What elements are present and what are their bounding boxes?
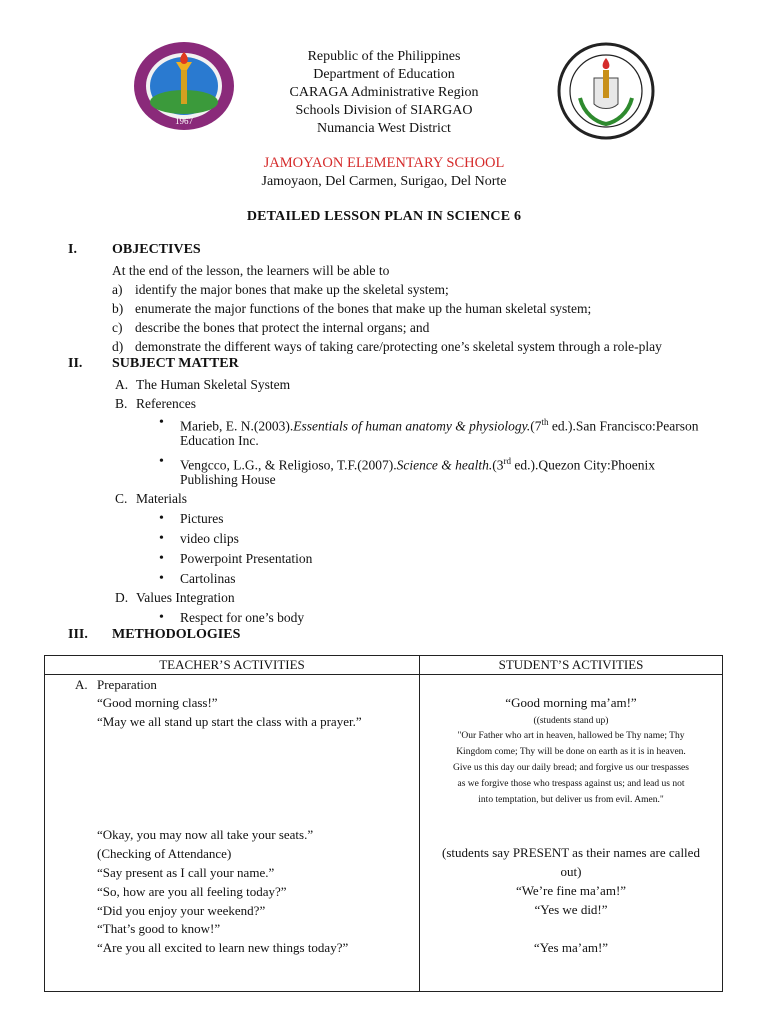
- teacher-line: (Checking of Attendance): [97, 846, 232, 861]
- teacher-activities-header: TEACHER’S ACTIVITIES: [45, 656, 420, 675]
- student-line: “Yes ma’am!”: [533, 940, 609, 955]
- student-note: ((students stand up): [533, 716, 609, 726]
- prayer-line: as we forgive those who trespass against us; and lead us not: [457, 779, 685, 789]
- reference-item: • Marieb, E. N.(2003).Essentials of human anatomy & physiology.(7th ed.).San Francisco:Pearson: [180, 414, 698, 435]
- student-line: “We’re fine ma’am!”: [515, 883, 627, 898]
- header-line-district: Numancia West District: [317, 121, 451, 136]
- material-item: • video clips: [180, 530, 239, 547]
- prayer-line: into temptation, but deliver us from evil. Amen.": [478, 795, 664, 805]
- teacher-line: “Okay, you may now all take your seats.”: [97, 827, 314, 842]
- student-line: out): [560, 864, 582, 879]
- reference-item-cont: Education Inc.: [180, 433, 259, 448]
- preparation-label: Preparation: [97, 677, 157, 692]
- subject-letter: B.: [115, 396, 128, 411]
- section-title-methodologies: METHODOLOGIES: [112, 627, 241, 642]
- activities-table: [44, 655, 723, 992]
- teacher-line: “Are you all excited to learn new things today?”: [97, 940, 349, 955]
- objective-item: identify the major bones that make up the skeletal system;: [135, 282, 449, 297]
- section-title-objectives: OBJECTIVES: [112, 242, 201, 257]
- values-label: Values Integration: [136, 590, 235, 605]
- objective-item: describe the bones that protect the internal organs; and: [135, 320, 430, 335]
- subject-letter: A.: [115, 377, 129, 392]
- header-line-deped: Department of Education: [313, 67, 455, 82]
- reference-item-cont: Publishing House: [180, 472, 276, 487]
- header-line-region: CARAGA Administrative Region: [289, 85, 479, 100]
- objective-item: demonstrate the different ways of taking care/protecting one’s skeletal system through a role-play: [135, 339, 662, 354]
- material-item: • Cartolinas: [180, 570, 236, 587]
- objectives-intro: At the end of the lesson, the learners will be able to: [112, 263, 390, 278]
- section-number: II.: [68, 356, 83, 371]
- section-title-subject-matter: SUBJECT MATTER: [112, 356, 239, 371]
- student-line: “Yes we did!”: [534, 902, 608, 917]
- student-activities-header: STUDENT’S ACTIVITIES: [420, 656, 723, 675]
- section-number: I.: [68, 242, 77, 257]
- prayer-line: Kingdom come; Thy will be done on earth as it is in heaven.: [456, 747, 686, 757]
- teacher-line: “Good morning class!”: [97, 695, 218, 710]
- section-number: III.: [68, 627, 88, 642]
- objective-letter: d): [112, 339, 124, 354]
- teacher-line: “Say present as I call your name.”: [97, 865, 275, 880]
- teacher-activities-cell: [45, 675, 420, 992]
- materials-label: Materials: [136, 491, 187, 506]
- preparation-letter: A.: [75, 677, 88, 692]
- student-activities-cell: [420, 675, 723, 992]
- material-item: • Pictures: [180, 510, 224, 527]
- teacher-line: “May we all stand up start the class with a prayer.”: [97, 714, 362, 729]
- header-line-republic: Republic of the Philippines: [307, 49, 461, 64]
- value-item: • Respect for one’s body: [180, 609, 304, 626]
- teacher-line: “Did you enjoy your weekend?”: [97, 903, 266, 918]
- seal-year: 1967: [175, 116, 193, 126]
- teacher-line: “That’s good to know!”: [97, 921, 221, 936]
- references-label: References: [136, 396, 196, 411]
- prayer-line: "Our Father who art in heaven, hallowed be Thy name; Thy: [457, 731, 685, 741]
- subject-letter: C.: [115, 491, 128, 506]
- objective-letter: c): [112, 320, 123, 335]
- document-title: DETAILED LESSON PLAN IN SCIENCE 6: [246, 209, 522, 224]
- material-item: • Powerpoint Presentation: [180, 550, 312, 567]
- school-name: JAMOYAON ELEMENTARY SCHOOL: [263, 155, 505, 171]
- objective-item: enumerate the major functions of the bones that make up the human skeletal system;: [135, 301, 592, 316]
- subject-topic: The Human Skeletal System: [136, 377, 291, 392]
- teacher-line: “So, how are you all feeling today?”: [97, 884, 287, 899]
- school-address: Jamoyaon, Del Carmen, Surigao, Del Norte: [261, 174, 507, 189]
- reference-item: • Vengcco, L.G., & Religioso, T.F.(2007).Science & health.(3rd ed.).Quezon City:Phoenix: [180, 453, 655, 474]
- prayer-line: Give us this day our daily bread; and forgive us our trespasses: [453, 763, 689, 773]
- student-line: “Good morning ma’am!”: [505, 695, 637, 710]
- objective-letter: b): [112, 301, 124, 316]
- subject-letter: D.: [115, 590, 129, 605]
- header-line-division: Schools Division of SIARGAO: [295, 103, 473, 118]
- objective-letter: a): [112, 282, 123, 297]
- student-line: (students say PRESENT as their names are called: [442, 845, 700, 860]
